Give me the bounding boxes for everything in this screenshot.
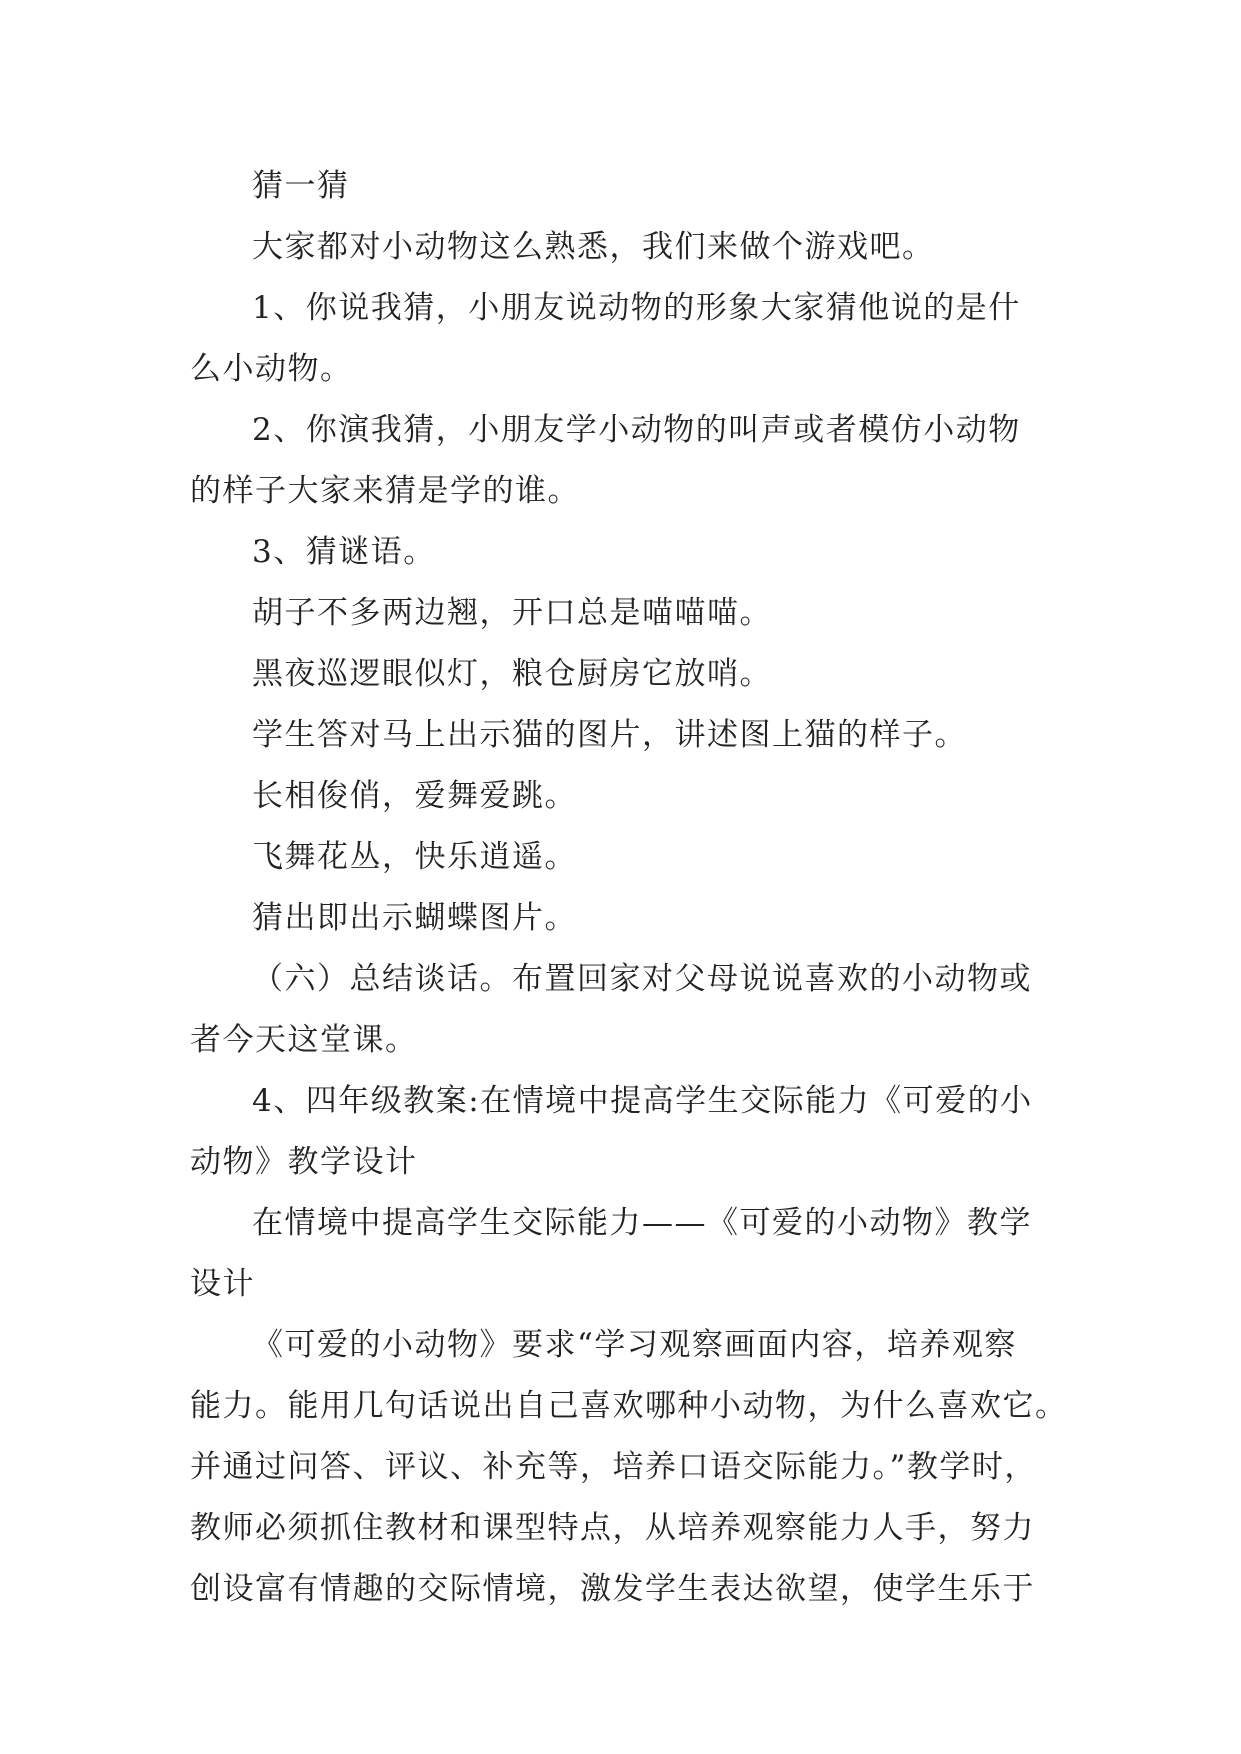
text-line: 《可爱的小动物》要求“学习观察画面内容，培养观察 <box>252 1327 1017 1363</box>
text-line: 4、四年级教案:在情境中提高学生交际能力《可爱的小 <box>252 1083 1033 1119</box>
text-line: 1、你说我猜，小朋友说动物的形象大家猜他说的是什 <box>252 290 1021 326</box>
text-line: 么小动物。 <box>190 351 353 387</box>
document-body <box>190 156 1068 1620</box>
text-line: 3、猜谜语。 <box>252 534 436 570</box>
text-line: 学生答对马上出示猫的图片，讲述图上猫的样子。 <box>252 717 967 753</box>
text-line: 在情境中提高学生交际能力——《可爱的小动物》教学 <box>252 1205 1032 1241</box>
text-line: 胡子不多两边翘，开口总是喵喵喵。 <box>252 595 772 631</box>
text-line: 猜出即出示蝴蝶图片。 <box>252 900 577 936</box>
text-line: 能力。能用几句话说出自己喜欢哪种小动物，为什么喜欢它。 <box>190 1388 1068 1424</box>
text-line: 长相俊俏，爱舞爱跳。 <box>252 778 577 814</box>
text-line: 猜一猜 <box>252 168 350 204</box>
text-line: 的样子大家来猜是学的谁。 <box>190 473 580 509</box>
text-line: （六）总结谈话。布置回家对父母说说喜欢的小动物或 <box>252 961 1032 997</box>
text-line: 大家都对小动物这么熟悉，我们来做个游戏吧。 <box>252 229 935 265</box>
text-line: 创设富有情趣的交际情境，激发学生表达欲望，使学生乐于 <box>190 1571 1035 1607</box>
text-line: 飞舞花丛，快乐逍遥。 <box>252 839 577 875</box>
text-line: 教师必须抓住教材和课型特点，从培养观察能力人手，努力 <box>190 1510 1035 1546</box>
text-line: 并通过问答、评议、补充等，培养口语交际能力。”教学时， <box>190 1449 1037 1485</box>
text-line: 动物》教学设计 <box>190 1144 418 1180</box>
text-line: 设计 <box>190 1266 255 1302</box>
text-line: 2、你演我猜，小朋友学小动物的叫声或者模仿小动物 <box>252 412 1021 448</box>
text-line: 者今天这堂课。 <box>190 1022 418 1058</box>
text-line: 黑夜巡逻眼似灯，粮仓厨房它放哨。 <box>252 656 772 692</box>
